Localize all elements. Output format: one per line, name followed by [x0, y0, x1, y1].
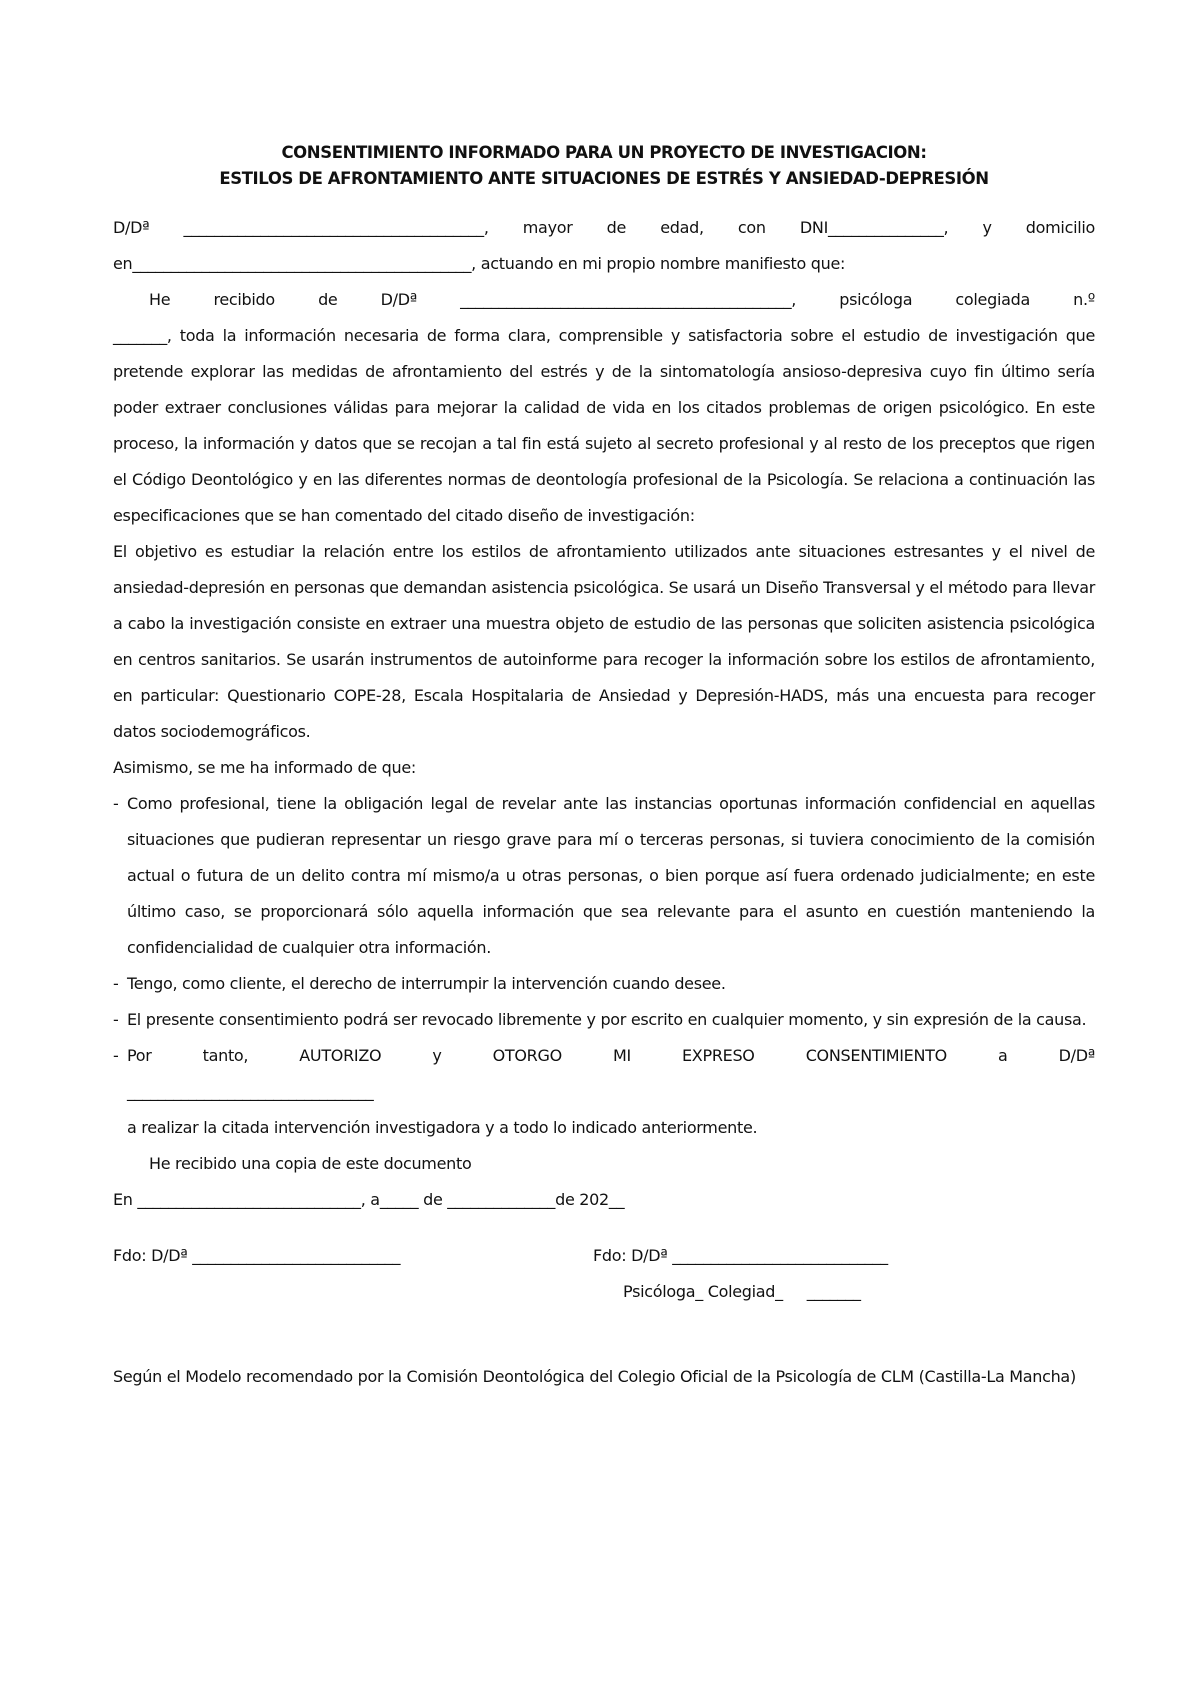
- list-item: [113, 1002, 1095, 1038]
- autorizo-word: CONSENTIMIENTO: [805, 1046, 947, 1065]
- bullet-dash: -: [113, 1046, 119, 1065]
- psicologa-line: Psicóloga_ Colegiad_ _______: [623, 1282, 861, 1301]
- list-item-text: Como profesional, tiene la obligación legal de revelar ante las instancias oportunas información confidencial en aquellas situaciones que pudieran representar un riesgo grave para mí o terceras personas, si tuviera conocimiento de la comisión actual o futura de un delito contra mí mismo/a u otras personas, o bien porque así fuera ordenado judicialmente; en este último caso, se proporcionará sólo aquella información que sea relevante para el asunto en cuestión manteniendo la confidencialidad de cualquier otra información.: [127, 794, 1095, 957]
- autorizo-word: AUTORIZO: [299, 1046, 382, 1065]
- autorizo-word: EXPRESO: [682, 1046, 755, 1065]
- list-item: [113, 966, 1095, 1002]
- autorizo-word: tanto,: [202, 1046, 249, 1065]
- footer-note: Según el Modelo recomendado por la Comisión Deontológica del Colegio Oficial de la Psicología de CLM (Castilla-La Mancha): [113, 1367, 1076, 1386]
- title-line-1: CONSENTIMIENTO INFORMADO PARA UN PROYECTO DE INVESTIGACION:: [281, 143, 927, 162]
- autorizo-word: y: [432, 1046, 442, 1065]
- autorizo-word: a: [998, 1046, 1008, 1065]
- list-item: [113, 1038, 1095, 1110]
- autorizo-blank: ________________________________: [127, 1082, 374, 1101]
- copy-received-line: He recibido una copia de este documento: [149, 1154, 472, 1173]
- bullet-dash: -: [113, 974, 119, 993]
- received-paragraph: _______, toda la información necesaria de forma clara, comprensible y satisfactoria sobre el estudio de investigación que pretende explorar las medidas de afrontamiento del estrés y de la sintomatología ansioso-depresiva cuyo fin último sería poder extraer conclusiones válidas para mejorar la calidad de vida en los citados problemas de origen psicológico. En este proceso, la información y datos que se recojan a tal fin está sujeto al secreto profesional y al resto de los preceptos que rigen el Código Deontológico y en las diferentes normas de deontología profesional de la Psicología. Se relaciona a continuación las especificaciones que se han comentado del citado diseño de investigación:: [113, 326, 1095, 525]
- objective-paragraph: El objetivo es estudiar la relación entre los estilos de afrontamiento utilizados ante situaciones estresantes y el nivel de ansiedad-depresión en personas que demandan asistencia psicológica. Se usará un Diseño Transversal y el método para llevar a cabo la investigación consiste en extraer una muestra objeto de estudio de las personas que soliciten asistencia psicológica en centros sanitarios. Se usarán instrumentos de autoinforme para recoger la información sobre los estilos de afrontamiento, en particular: Questionario COPE-28, Escala Hospitalaria de Ansiedad y Depresión-HADS, más una encuesta para recoger datos sociodemográficos.: [113, 542, 1095, 741]
- intro-line-2: en____________________________________________, actuando en mi propio nombre manifiesto que:: [113, 254, 846, 273]
- signature-right: Fdo: D/Dª ____________________________: [593, 1246, 888, 1265]
- autorizo-line: [127, 1038, 1095, 1074]
- list-item-text: Tengo, como cliente, el derecho de interrumpir la intervención cuando desee.: [127, 974, 726, 993]
- document-title: [113, 140, 1095, 192]
- title-line-2: ESTILOS DE AFRONTAMIENTO ANTE SITUACIONES DE ESTRÉS Y ANSIEDAD-DEPRESIÓN: [219, 169, 989, 188]
- autorizo-word: D/Dª: [1058, 1046, 1095, 1065]
- conditions-list: [113, 786, 1095, 1110]
- list-item: [113, 786, 1095, 966]
- place-date-line: En _____________________________, a_____ de ______________de 202__: [113, 1190, 625, 1209]
- signature-row: [113, 1238, 1095, 1274]
- autorizo-end-line: a realizar la citada intervención investigadora y a todo lo indicado anteriormente.: [127, 1118, 758, 1137]
- autorizo-word: Por: [127, 1046, 152, 1065]
- bullet-dash: -: [113, 1010, 119, 1029]
- autorizo-word: OTORGO: [492, 1046, 562, 1065]
- list-item-text: El presente consentimiento podrá ser revocado libremente y por escrito en cualquier momento, y sin expresión de la causa.: [127, 1010, 1087, 1029]
- bullet-dash: -: [113, 794, 119, 813]
- received-line-1: He recibido de D/Dª ___________________________________________, psicóloga colegiada n.º: [149, 290, 1095, 309]
- document-page: [113, 140, 1095, 1390]
- signature-left: Fdo: D/Dª ___________________________: [113, 1246, 401, 1265]
- intro-line-1: D/Dª _______________________________________, mayor de edad, con DNI_______________, y domicilio: [113, 218, 1095, 237]
- autorizo-word: MI: [612, 1046, 631, 1065]
- asimismo-line: Asimismo, se me ha informado de que:: [113, 758, 416, 777]
